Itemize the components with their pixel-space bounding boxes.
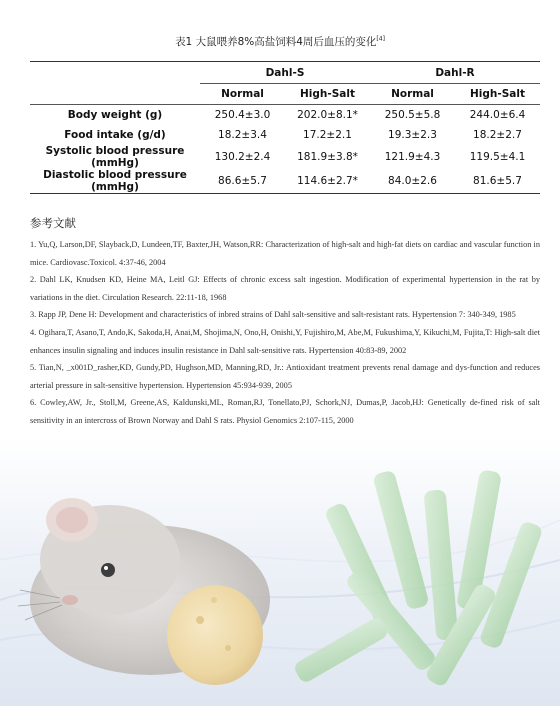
table-cell: 202.0±8.1* <box>285 105 370 126</box>
subheader-dahl-s-normal: Normal <box>200 84 285 105</box>
table-row <box>30 145 540 169</box>
subheader-dahl-r-high-salt: High-Salt <box>455 84 540 105</box>
table-caption <box>0 34 560 49</box>
table-cell: 130.2±2.4 <box>214 151 271 163</box>
subheader-blank-cell <box>30 84 200 105</box>
table-cell: 84.0±2.6 <box>370 169 455 194</box>
table-group-header-row <box>30 62 540 84</box>
table-caption-text: 表1 大鼠喂养8%高盐饲料4周后血压的变化 <box>175 36 377 48</box>
row-label-systolic-bp: Systolic blood pressure (mmHg) <box>45 145 185 169</box>
group-header-dahl-r: Dahl-R <box>370 62 540 84</box>
row-label-body-weight: Body weight (g) <box>30 105 200 126</box>
references-heading: 参考文献 <box>30 216 76 230</box>
reference-item: 2. Dahl LK, Knudsen KD, Heine MA, Leitl GJ: Effects of chronic excess salt ingestion. Modification of experimental hypertension in the rat by variations in the diet. Circulation Research. 22:11-18, 1968 <box>30 275 540 302</box>
blood-pressure-table <box>30 61 540 194</box>
subheader-dahl-s-high-salt: High-Salt <box>285 84 370 105</box>
table-cell: 121.9±4.3 <box>384 151 441 163</box>
references-list <box>30 236 540 430</box>
table-cell: 119.5±4.1 <box>469 151 526 163</box>
table-row <box>30 169 540 194</box>
table-caption-ref: [4] <box>376 35 385 43</box>
reference-item: 6. Cowley,AW, Jr., Stoll,M, Greene,AS, Kaldunski,ML, Roman,RJ, Tonellato,PJ, Schork,NJ, Dumas,P, Jacob,HJ: Genetically de-fined risk of salt sensitivity in an intercross of Brown Norway and Dahl S rats. Physiol Genomics 2:107-115, 2000 <box>30 398 540 425</box>
group-header-dahl-s: Dahl-S <box>200 62 370 84</box>
header-blank-cell <box>30 62 200 84</box>
reference-item: 5. Tian,N, _x001D_rasher,KD, Gundy,PD, Hughson,MD, Manning,RD, Jr.: Antioxidant treatment prevents renal damage and dys-function and reduces arterial pressure in salt-sensitive hypertension. Hypertension 45:934-939, 2005 <box>30 363 540 390</box>
table-cell: 81.6±5.7 <box>455 169 540 194</box>
table-row <box>30 105 540 126</box>
table-cell: 181.9±3.8* <box>297 151 358 163</box>
subheader-dahl-r-normal: Normal <box>370 84 455 105</box>
table-cell: 19.3±2.3 <box>388 129 437 141</box>
reference-item: 3. Rapp JP, Dene H: Development and characteristics of inbred strains of Dahl salt-sensitive and salt-resistant rats. Hypertension 7: 340-349, 1985 <box>30 310 516 320</box>
table-cell: 114.6±2.7* <box>285 169 370 194</box>
table-cell: 17.2±2.1 <box>303 129 352 141</box>
table-cell: 18.2±2.7 <box>473 129 522 141</box>
table-cell: 86.6±5.7 <box>200 169 285 194</box>
table-row <box>30 125 540 145</box>
table-cell: 250.4±3.0 <box>200 105 285 126</box>
table-cell: 250.5±5.8 <box>370 105 455 126</box>
reference-item: 4. Ogihara,T, Asano,T, Ando,K, Sakoda,H, Anai,M, Shojima,N, Ono,H, Onishi,Y, Fujishiro,M, Abe,M, Fukushima,Y, Kikuchi,M, Fujita,T: High-salt diet enhances insulin signaling and induces insulin resistance in Dahl salt-sensitive rats. Hypertension 40:83-89, 2002 <box>30 327 540 355</box>
row-label-food-intake: Food intake (g/d) <box>64 129 166 141</box>
table-cell: 244.0±6.4 <box>455 105 540 126</box>
row-label-diastolic-bp: Diastolic blood pressure (mmHg) <box>30 169 200 194</box>
table-cell: 18.2±3.4 <box>218 129 267 141</box>
reference-item: 1. Yu,Q, Larson,DF, Slayback,D, Lundeen,TF, Baxter,JH, Watson,RR: Characterization of high-salt and high-fat diets on cardiac and vascular function in mice. Cardiovasc.Toxicol. 4:37-46, 2004 <box>30 240 540 267</box>
table-subheader-row <box>30 84 540 105</box>
